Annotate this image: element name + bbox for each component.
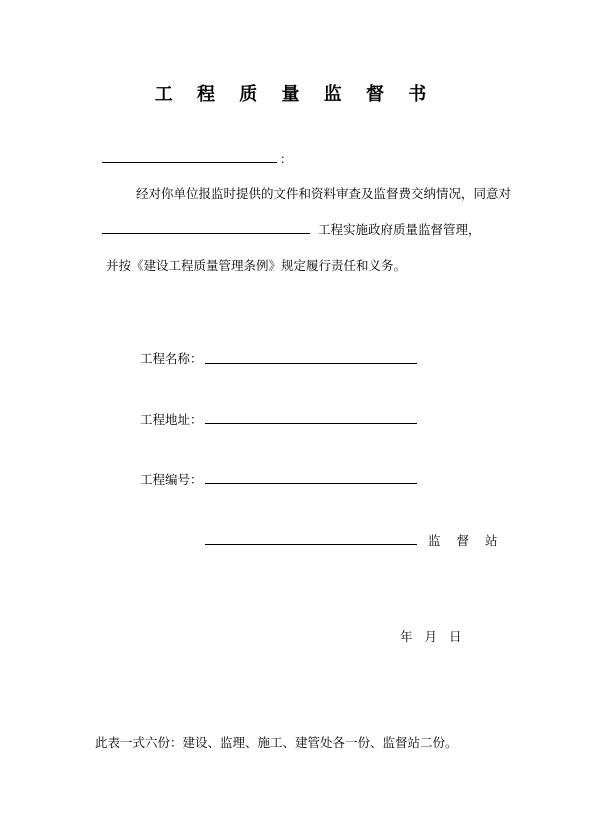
paragraph-line-3: 并按《建设工程质量管理条例》规定履行责任和义务。 <box>106 258 407 273</box>
copies-footer-note: 此表一式六份：建设、监理、施工、建管处各一份、监督站二份。 <box>95 735 458 750</box>
addressee-colon: ： <box>280 152 293 166</box>
station-name-line <box>205 544 417 545</box>
date-label: 年 月 日 <box>400 629 462 644</box>
document-title: 工 程 质 量 监 督 书 <box>154 84 436 105</box>
project-number-label: 工程编号： <box>140 472 203 487</box>
project-number-line <box>205 483 417 484</box>
station-label: 监 督 站 <box>428 533 504 548</box>
addressee-blank-line <box>102 162 277 163</box>
project-address-line <box>205 423 417 424</box>
paragraph-line-2: 工程实施政府质量监督管理， <box>318 222 481 237</box>
paragraph-line-1: 经对你单位报监时提供的文件和资料审查及监督费交纳情况，同意对 <box>136 186 512 201</box>
project-name-label: 工程名称： <box>140 351 203 366</box>
project-address-label: 工程地址： <box>140 412 203 427</box>
project-blank-line <box>102 233 310 234</box>
project-name-line <box>205 363 417 364</box>
